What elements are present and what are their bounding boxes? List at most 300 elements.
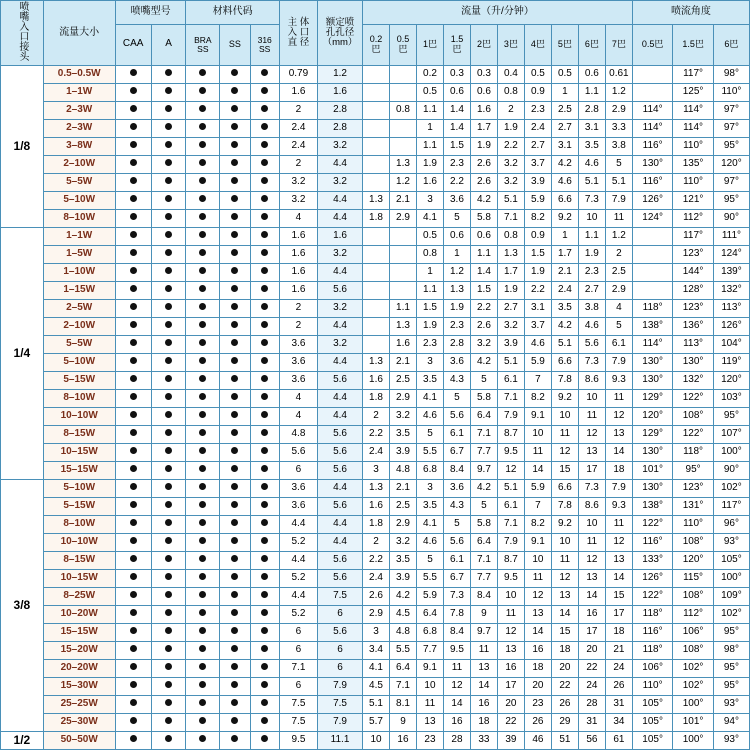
filled-circle-icon: [261, 213, 268, 220]
flow-cell: 8.1: [390, 695, 417, 713]
angle-cell: 123°: [673, 299, 713, 317]
flow-cell: 4.2: [390, 587, 417, 605]
filled-circle-icon: [130, 591, 137, 598]
flow-cell: 6.1: [443, 551, 470, 569]
filled-circle-icon: [130, 87, 137, 94]
model-dot: [115, 137, 151, 155]
flow-cell: 2.9: [390, 209, 417, 227]
flow-cell: 26: [605, 677, 632, 695]
material-dot: [250, 659, 279, 677]
flow-cell: 18: [605, 461, 632, 479]
angle-cell: 118°: [632, 299, 672, 317]
flow-size-cell: 5–15W: [43, 497, 115, 515]
flow-cell: 28: [443, 731, 470, 749]
flow-cell: 7.3: [578, 479, 605, 497]
model-dot: [115, 479, 151, 497]
filled-circle-icon: [130, 339, 137, 346]
flow-cell: 12: [605, 533, 632, 551]
flow-size-cell: 10–15W: [43, 569, 115, 587]
material-dot: [250, 101, 279, 119]
flow-cell: 3: [416, 479, 443, 497]
orifice-cell: 4.4: [318, 317, 363, 335]
filled-circle-icon: [130, 303, 137, 310]
body-inlet-cell: 2: [279, 299, 317, 317]
angle-cell: 110°: [673, 515, 713, 533]
material-dot: [220, 119, 250, 137]
flow-size-cell: 5–10W: [43, 353, 115, 371]
flow-cell: 1.2: [390, 173, 417, 191]
angle-cell: 110°: [673, 173, 713, 191]
flow-cell: 6.8: [416, 623, 443, 641]
flow-cell: 11: [578, 533, 605, 551]
flow-cell: 14: [524, 623, 551, 641]
material-dot: [220, 263, 250, 281]
model-dot: [115, 587, 151, 605]
flow-cell: 5.1: [497, 479, 524, 497]
model-dot: [151, 533, 186, 551]
flow-cell: 8.2: [524, 209, 551, 227]
orifice-cell: 4.4: [318, 479, 363, 497]
angle-cell: 108°: [673, 641, 713, 659]
flow-cell: 3.5: [390, 425, 417, 443]
flow-cell: 9.2: [551, 389, 578, 407]
flow-size-cell: 20–20W: [43, 659, 115, 677]
flow-cell: 7.9: [605, 191, 632, 209]
flow-cell: 5.8: [470, 515, 497, 533]
orifice-cell: 4.4: [318, 209, 363, 227]
flow-size-cell: 5–15W: [43, 371, 115, 389]
flow-size-cell: 8–25W: [43, 587, 115, 605]
filled-circle-icon: [199, 357, 206, 364]
table-row: [1, 461, 750, 479]
body-inlet-cell: 4: [279, 389, 317, 407]
flow-cell: 4.3: [443, 497, 470, 515]
model-dot: [115, 713, 151, 731]
flow-cell: 2.4: [524, 119, 551, 137]
flow-cell: 46: [524, 731, 551, 749]
model-dot: [151, 83, 186, 101]
th-angle-0-5: 0.5巴: [632, 24, 672, 65]
orifice-cell: 6: [318, 605, 363, 623]
material-dot: [186, 101, 220, 119]
filled-circle-icon: [231, 537, 238, 544]
flow-size-cell: 25–30W: [43, 713, 115, 731]
angle-cell: 97°: [713, 119, 749, 137]
filled-circle-icon: [199, 195, 206, 202]
flow-size-cell: 15–15W: [43, 623, 115, 641]
flow-cell: 4.2: [470, 479, 497, 497]
flow-cell: 10: [551, 533, 578, 551]
orifice-cell: 3.2: [318, 245, 363, 263]
filled-circle-icon: [231, 213, 238, 220]
filled-circle-icon: [199, 645, 206, 652]
flow-cell: 7: [524, 497, 551, 515]
material-dot: [250, 641, 279, 659]
filled-circle-icon: [231, 177, 238, 184]
filled-circle-icon: [199, 159, 206, 166]
flow-size-cell: 5–10W: [43, 479, 115, 497]
flow-cell: 9.5: [497, 569, 524, 587]
flow-size-cell: 8–10W: [43, 515, 115, 533]
flow-cell: 10: [578, 515, 605, 533]
filled-circle-icon: [130, 195, 137, 202]
angle-cell: 118°: [632, 605, 672, 623]
flow-cell: 6.1: [605, 335, 632, 353]
filled-circle-icon: [231, 465, 238, 472]
filled-circle-icon: [199, 177, 206, 184]
flow-cell: 0.6: [470, 83, 497, 101]
flow-cell: 12: [551, 443, 578, 461]
flow-cell: 0.6: [470, 227, 497, 245]
filled-circle-icon: [261, 303, 268, 310]
flow-cell: 1: [551, 227, 578, 245]
flow-size-cell: 1–10W: [43, 263, 115, 281]
filled-circle-icon: [199, 483, 206, 490]
body-inlet-cell: 7.5: [279, 713, 317, 731]
flow-cell: 11: [605, 209, 632, 227]
flow-cell: 5.1: [497, 353, 524, 371]
filled-circle-icon: [165, 663, 172, 670]
material-dot: [250, 443, 279, 461]
th-angle-group: 喷流角度: [632, 1, 749, 25]
table-row: [1, 569, 750, 587]
material-dot: [250, 533, 279, 551]
orifice-cell: 3.2: [318, 299, 363, 317]
angle-cell: 95°: [673, 461, 713, 479]
filled-circle-icon: [199, 285, 206, 292]
filled-circle-icon: [261, 735, 268, 742]
flow-cell: 21: [605, 641, 632, 659]
model-dot: [151, 335, 186, 353]
material-dot: [250, 479, 279, 497]
flow-cell: 2.6: [470, 317, 497, 335]
model-dot: [115, 695, 151, 713]
flow-cell: 1.3: [390, 155, 417, 173]
material-dot: [250, 587, 279, 605]
flow-cell: 0.8: [390, 101, 417, 119]
flow-cell: 11: [470, 641, 497, 659]
material-dot: [250, 407, 279, 425]
filled-circle-icon: [199, 213, 206, 220]
body-inlet-cell: 6: [279, 677, 317, 695]
flow-size-cell: 8–10W: [43, 389, 115, 407]
angle-cell: 130°: [632, 155, 672, 173]
flow-cell: 2.2: [363, 425, 390, 443]
model-dot: [115, 551, 151, 569]
flow-cell: 1.1: [416, 281, 443, 299]
angle-cell: 112°: [673, 209, 713, 227]
material-dot: [186, 227, 220, 245]
material-dot: [186, 677, 220, 695]
flow-cell: 2.4: [551, 281, 578, 299]
th-flow-7: 7巴: [605, 24, 632, 65]
filled-circle-icon: [130, 645, 137, 652]
flow-cell: 20: [551, 659, 578, 677]
table-row: [1, 371, 750, 389]
filled-circle-icon: [231, 159, 238, 166]
flow-cell: 1.9: [443, 299, 470, 317]
flow-cell: 4.5: [390, 605, 417, 623]
filled-circle-icon: [231, 123, 238, 130]
flow-cell: 8.2: [524, 515, 551, 533]
table-body: [1, 65, 750, 749]
flow-cell: 14: [605, 443, 632, 461]
orifice-cell: 2.8: [318, 119, 363, 137]
angle-cell: 122°: [632, 515, 672, 533]
material-dot: [186, 713, 220, 731]
flow-cell: 1: [443, 245, 470, 263]
filled-circle-icon: [165, 123, 172, 130]
orifice-cell: 7.9: [318, 713, 363, 731]
material-dot: [250, 209, 279, 227]
angle-cell: 116°: [632, 137, 672, 155]
filled-circle-icon: [231, 393, 238, 400]
filled-circle-icon: [130, 177, 137, 184]
model-dot: [151, 425, 186, 443]
flow-cell: 2.6: [470, 173, 497, 191]
filled-circle-icon: [231, 141, 238, 148]
filled-circle-icon: [261, 555, 268, 562]
filled-circle-icon: [165, 483, 172, 490]
flow-cell: 7.8: [551, 371, 578, 389]
flow-cell: 7.9: [497, 533, 524, 551]
group-label-1-8: 1/8: [1, 65, 44, 227]
angle-cell: 126°: [713, 317, 749, 335]
th-flow-0-5: 0.5 巴: [390, 24, 417, 65]
filled-circle-icon: [261, 87, 268, 94]
body-inlet-cell: 7.5: [279, 695, 317, 713]
flow-cell: 4.6: [416, 407, 443, 425]
model-dot: [151, 191, 186, 209]
flow-cell: 1.6: [416, 173, 443, 191]
flow-cell: 17: [497, 677, 524, 695]
flow-size-cell: 5–5W: [43, 335, 115, 353]
flow-cell: [390, 263, 417, 281]
flow-cell: 12: [605, 407, 632, 425]
filled-circle-icon: [165, 159, 172, 166]
flow-cell: 13: [470, 659, 497, 677]
flow-cell: 5: [605, 317, 632, 335]
flow-cell: 8.7: [497, 551, 524, 569]
material-dot: [186, 515, 220, 533]
flow-cell: [363, 119, 390, 137]
flow-cell: 1.1: [578, 83, 605, 101]
filled-circle-icon: [130, 123, 137, 130]
body-inlet-cell: 4: [279, 209, 317, 227]
filled-circle-icon: [261, 429, 268, 436]
material-dot: [220, 353, 250, 371]
flow-cell: 8.2: [524, 389, 551, 407]
flow-cell: 2.9: [390, 389, 417, 407]
body-inlet-cell: 4: [279, 407, 317, 425]
flow-cell: 16: [470, 695, 497, 713]
model-dot: [151, 659, 186, 677]
filled-circle-icon: [165, 339, 172, 346]
flow-cell: 2.8: [578, 101, 605, 119]
angle-cell: [632, 65, 672, 83]
angle-cell: 120°: [713, 371, 749, 389]
flow-cell: 14: [578, 587, 605, 605]
body-inlet-cell: 4.4: [279, 551, 317, 569]
flow-size-cell: 1–1W: [43, 83, 115, 101]
flow-cell: 17: [578, 461, 605, 479]
th-flow-group: 流量（升/分钟）: [363, 1, 633, 25]
flow-cell: 2.1: [390, 191, 417, 209]
table-row: [1, 407, 750, 425]
model-dot: [115, 101, 151, 119]
table-row: [1, 65, 750, 83]
flow-cell: 3.5: [390, 551, 417, 569]
filled-circle-icon: [165, 141, 172, 148]
flow-cell: 7.3: [443, 587, 470, 605]
filled-circle-icon: [130, 537, 137, 544]
flow-cell: 8.6: [578, 497, 605, 515]
flow-cell: 16: [390, 731, 417, 749]
flow-cell: 6.4: [390, 659, 417, 677]
flow-cell: 1: [416, 263, 443, 281]
flow-cell: 13: [497, 641, 524, 659]
orifice-cell: 5.6: [318, 281, 363, 299]
angle-cell: 97°: [713, 173, 749, 191]
flow-cell: 1.7: [551, 245, 578, 263]
angle-cell: 125°: [673, 83, 713, 101]
angle-cell: 105°: [632, 695, 672, 713]
material-dot: [220, 299, 250, 317]
orifice-cell: 6: [318, 659, 363, 677]
material-dot: [220, 533, 250, 551]
material-dot: [186, 245, 220, 263]
material-dot: [186, 317, 220, 335]
flow-cell: 22: [578, 659, 605, 677]
material-dot: [186, 191, 220, 209]
flow-cell: 0.6: [443, 83, 470, 101]
model-dot: [115, 65, 151, 83]
material-dot: [220, 443, 250, 461]
flow-cell: [363, 281, 390, 299]
body-inlet-cell: 2: [279, 155, 317, 173]
angle-cell: 90°: [713, 209, 749, 227]
flow-cell: 5.5: [416, 569, 443, 587]
model-dot: [151, 389, 186, 407]
filled-circle-icon: [231, 303, 238, 310]
angle-cell: 130°: [632, 353, 672, 371]
material-dot: [250, 353, 279, 371]
material-dot: [250, 371, 279, 389]
filled-circle-icon: [199, 69, 206, 76]
flow-cell: 2.6: [470, 155, 497, 173]
model-dot: [151, 641, 186, 659]
flow-cell: 15: [551, 461, 578, 479]
flow-cell: 20: [497, 695, 524, 713]
material-dot: [250, 425, 279, 443]
th-mat-ss: SS: [220, 24, 250, 65]
filled-circle-icon: [165, 681, 172, 688]
filled-circle-icon: [199, 105, 206, 112]
flow-cell: [390, 83, 417, 101]
flow-cell: 4.6: [551, 173, 578, 191]
material-dot: [186, 173, 220, 191]
flow-cell: [363, 245, 390, 263]
flow-cell: 2.1: [390, 479, 417, 497]
flow-cell: 3.2: [497, 173, 524, 191]
model-dot: [151, 173, 186, 191]
flow-cell: 4.6: [416, 533, 443, 551]
flow-cell: 5.7: [363, 713, 390, 731]
material-dot: [186, 299, 220, 317]
flow-cell: 5: [470, 497, 497, 515]
orifice-cell: 7.5: [318, 695, 363, 713]
filled-circle-icon: [165, 609, 172, 616]
angle-cell: [632, 83, 672, 101]
angle-cell: 95°: [713, 407, 749, 425]
table-row: [1, 659, 750, 677]
flow-cell: 7.1: [390, 677, 417, 695]
flow-cell: 1.2: [605, 227, 632, 245]
material-dot: [186, 695, 220, 713]
flow-cell: 8.4: [470, 587, 497, 605]
flow-cell: 7.1: [497, 515, 524, 533]
flow-cell: 6.7: [443, 569, 470, 587]
orifice-cell: 4.4: [318, 263, 363, 281]
flow-cell: 6.4: [470, 407, 497, 425]
angle-cell: 104°: [713, 335, 749, 353]
material-dot: [186, 497, 220, 515]
table-row: [1, 101, 750, 119]
angle-cell: 110°: [713, 83, 749, 101]
filled-circle-icon: [261, 447, 268, 454]
flow-cell: 2.2: [470, 299, 497, 317]
filled-circle-icon: [261, 321, 268, 328]
model-dot: [115, 119, 151, 137]
orifice-cell: 4.4: [318, 407, 363, 425]
filled-circle-icon: [130, 519, 137, 526]
filled-circle-icon: [261, 699, 268, 706]
orifice-cell: 5.6: [318, 425, 363, 443]
filled-circle-icon: [165, 213, 172, 220]
material-dot: [186, 731, 220, 749]
filled-circle-icon: [165, 519, 172, 526]
flow-cell: 11: [605, 389, 632, 407]
angle-cell: 95°: [713, 677, 749, 695]
flow-cell: 2.9: [390, 515, 417, 533]
material-dot: [220, 659, 250, 677]
flow-cell: 23: [524, 695, 551, 713]
table-row: [1, 119, 750, 137]
filled-circle-icon: [130, 501, 137, 508]
angle-cell: 129°: [632, 389, 672, 407]
model-dot: [115, 155, 151, 173]
filled-circle-icon: [261, 195, 268, 202]
flow-cell: 10: [578, 209, 605, 227]
flow-cell: 2.3: [524, 101, 551, 119]
filled-circle-icon: [199, 267, 206, 274]
filled-circle-icon: [165, 177, 172, 184]
orifice-cell: 5.6: [318, 551, 363, 569]
material-dot: [220, 155, 250, 173]
flow-cell: 7: [524, 371, 551, 389]
angle-cell: 117°: [673, 65, 713, 83]
flow-cell: 4.1: [416, 389, 443, 407]
table-row: [1, 191, 750, 209]
filled-circle-icon: [261, 177, 268, 184]
th-orifice: 额定喷 孔孔径 （mm）: [318, 1, 363, 66]
angle-cell: 138°: [632, 317, 672, 335]
table-row: [1, 155, 750, 173]
angle-cell: 93°: [713, 731, 749, 749]
angle-cell: 117°: [673, 227, 713, 245]
flow-cell: 14: [551, 605, 578, 623]
body-inlet-cell: 3.6: [279, 497, 317, 515]
